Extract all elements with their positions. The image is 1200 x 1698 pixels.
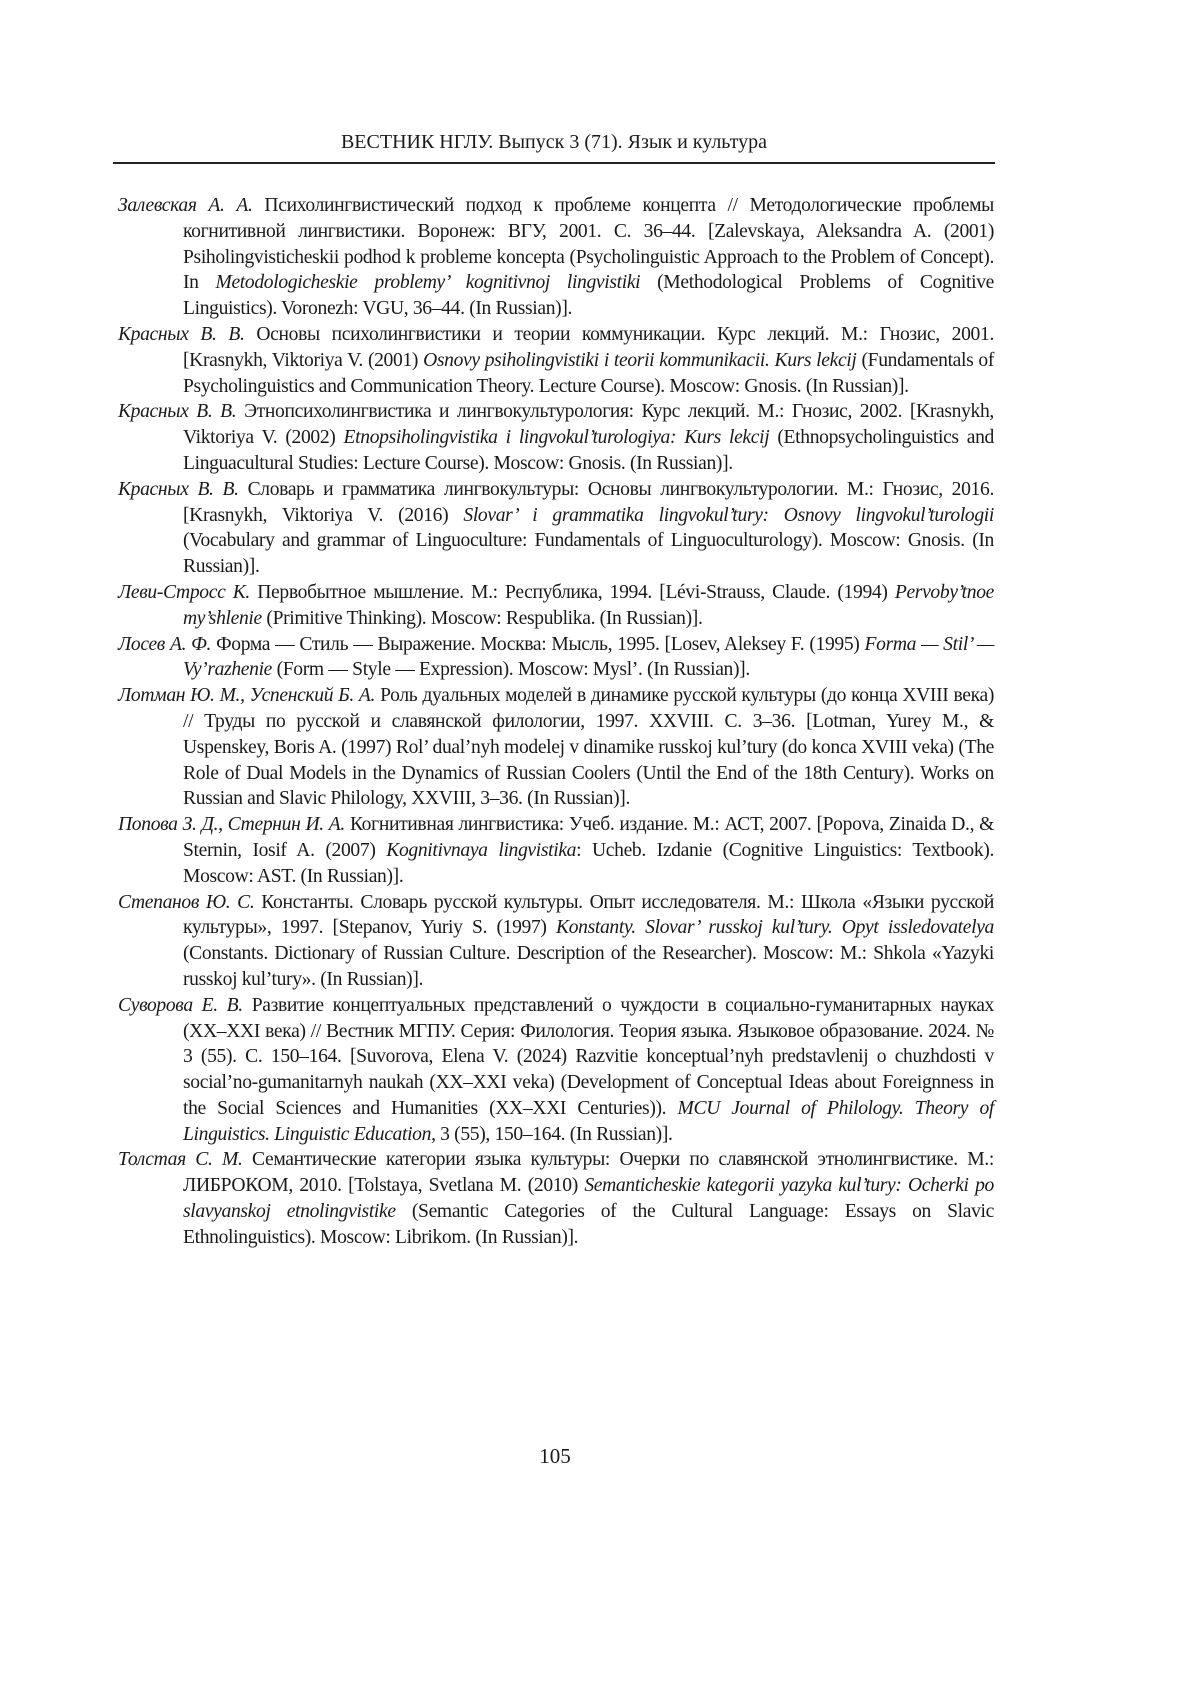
reference-text: Развитие концептуальных представлений о чуждости в социально-гуманитарных науках (XX–XXI века) // Вестник МГПУ. Серия: Филология. Теория языка. Языковое образование. 2024. № 3 (55). С. 150–164. [Suvorova, Elena V. (2024) Razvitie konceptual’nyh predstavlenij o chuzhdosti v social’no-gumanitarnyh naukah (XX–XXI veka) (Development of Conceptual Ideas about Foreignness in the Social Sciences and Humanities (XX–XXI Centuries)).	[183, 995, 994, 1119]
reference-text: (Vocabulary and grammar of Linguoculture: Fundamentals of Linguoculturology). Moscow: Gnosis. (In Russian)].	[183, 530, 994, 577]
running-header: ВЕСТНИК НГЛУ. Выпуск 3 (71). Язык и культура	[113, 131, 995, 154]
reference-text: (Primitive Thinking). Moscow: Respublika. (In Russian)].	[262, 608, 703, 629]
reference-text: Константы. Словарь русской культуры. Опыт исследователя. М.: Школа «Языки русской культуры», 1997. [Stepanov, Yuriy S. (1997)	[183, 892, 994, 939]
reference-text: Когнитивная лингвистика: Учеб. издание. М.: АСТ, 2007. [Popova, Zinaida D., & Sternin, Iosif A. (2007)	[183, 814, 994, 861]
reference-entry	[118, 632, 994, 684]
reference-entry	[118, 1147, 994, 1250]
reference-title-italic: Kognitivnaya lingvistika	[386, 840, 576, 861]
reference-author: Толстая С. М.	[118, 1149, 243, 1170]
reference-text: Психолингвистический подход к проблеме концепта // Методологические проблемы когнитивной лингвистики. Воронеж: ВГУ, 2001. С. 36–44. [Zalevskaya, Aleksandra A. (2001) Psiholingvisticheskii podhod k probleme koncepta (Psycholinguistic Approach to the Problem of Concept). In	[183, 195, 994, 293]
reference-author: Лосев А. Ф.	[118, 634, 211, 655]
reference-title-italic: Osnovy psiholingvistiki i teorii kommunikacii. Kurs lekcij	[423, 350, 856, 371]
reference-title-italic: Konstanty. Slovar’ russkoj kul’tury. Opyt issledovatelya	[556, 917, 994, 938]
reference-author: Красных В. В.	[118, 324, 245, 345]
reference-entry	[118, 477, 994, 580]
reference-entry	[118, 683, 994, 812]
reference-entry	[118, 399, 994, 476]
page-number: 105	[0, 1444, 1110, 1469]
reference-title-italic: Pervoby’tnoe my’shlenie	[183, 582, 994, 629]
reference-text: Роль дуальных моделей в динамике русской культуры (до конца XVIII века) // Труды по русской и славянской филологии, 1997. XXVIII. С. 3–36. [Lotman, Yurey M., & Uspenskey, Boris A. (1997) Rol’ dual’nyh modelej v dinamike russkoj kul’tury (do konca XVIII veka) (The Role of Dual Models in the Dynamics of Russian Coolers (Until the End of the 18th Century). Works on Russian and Slavic Philology, XXVIII, 3–36. (In Russian)].	[183, 685, 994, 809]
reference-text: : Ucheb. Izdanie (Cognitive Linguistics: Textbook). Moscow: AST. (In Russian)].	[183, 840, 994, 887]
header-rule	[113, 162, 995, 164]
reference-author: Залевская А. А.	[118, 195, 253, 216]
reference-title-italic: Forma — Stil’ — Vy’razhenie	[183, 634, 994, 681]
reference-text: Первобытное мышление. М.: Республика, 1994. [Lévi-Strauss, Claude. (1994)	[250, 582, 895, 603]
reference-text: Основы психолингвистики и теории коммуникации. Курс лекций. М.: Гнозис, 2001. [Krasnykh, Viktoriya V. (2001)	[183, 324, 994, 371]
reference-text: Словарь и грамматика лингвокультуры: Основы лингвокультурологии. М.: Гнозис, 2016. [Krasnykh, Viktoriya V. (2016)	[183, 479, 994, 526]
reference-title-italic: Metodologicheskie problemy’ kognitivnoj lingvistiki	[215, 272, 640, 293]
reference-author: Попова З. Д., Стернин И. А.	[118, 814, 345, 835]
reference-text: (Constants. Dictionary of Russian Culture. Description of the Researcher). Moscow: M.: Shkola «Yazyki russkoj kul’tury». (In Russian)].	[183, 943, 994, 990]
reference-title-italic: Semanticheskie kategorii yazyka kul’tury: Ocherki po slavyanskoj etnolingvistike	[183, 1175, 994, 1222]
reference-entry	[118, 993, 994, 1148]
reference-text: Семантические категории языка культуры: Очерки по славянской этнолингвистике. М.: ЛИБРОКОМ, 2010. [Tolstaya, Svetlana M. (2010)	[183, 1149, 994, 1196]
reference-text: Форма — Стиль — Выражение. Москва: Мысль, 1995. [Losev, Aleksey F. (1995)	[211, 634, 864, 655]
reference-author: Степанов Ю. С.	[118, 892, 254, 913]
reference-entry	[118, 812, 994, 889]
reference-title-italic: MCU Journal of Philology. Theory of Linguistics. Linguistic Education	[183, 1098, 994, 1145]
reference-author: Лотман Ю. М., Успенский Б. А.	[118, 685, 375, 706]
reference-list	[118, 193, 994, 1251]
reference-entry	[118, 193, 994, 322]
reference-title-italic: Slovar’ i grammatika lingvokul’tury: Osnovy lingvokul’turologii	[463, 505, 994, 526]
reference-author: Леви-Стросс К.	[118, 582, 250, 603]
reference-text: Этнопсихолингвистика и лингвокультурология: Курс лекций. М.: Гнозис, 2002. [Krasnykh, Viktoriya V. (2002)	[183, 401, 994, 448]
reference-text: (Form — Style — Expression). Moscow: Mysl’. (In Russian)].	[272, 659, 750, 680]
reference-author: Красных В. В.	[118, 401, 236, 422]
reference-author: Суворова Е. В.	[118, 995, 243, 1016]
reference-entry	[118, 322, 994, 399]
reference-text: (Semantic Categories of the Cultural Language: Essays on Slavic Ethnolinguistics). Moscow: Librikom. (In Russian)].	[183, 1201, 994, 1248]
reference-entry	[118, 580, 994, 632]
reference-text: (Methodological Problems of Cognitive Linguistics). Voronezh: VGU, 36–44. (In Russian)].	[183, 272, 994, 319]
reference-text: , 3 (55), 150–164. (In Russian)].	[431, 1124, 673, 1145]
reference-entry	[118, 890, 994, 993]
reference-text: (Ethnopsycholinguistics and Linguacultural Studies: Lecture Course). Moscow: Gnosis. (In Russian)].	[183, 427, 994, 474]
reference-title-italic: Etnopsiholingvistika i lingvokul’turologiya: Kurs lekcij	[344, 427, 770, 448]
reference-author: Красных В. В.	[118, 479, 239, 500]
reference-text: (Fundamentals of Psycholinguistics and Communication Theory. Lecture Course). Moscow: Gnosis. (In Russian)].	[183, 350, 994, 397]
